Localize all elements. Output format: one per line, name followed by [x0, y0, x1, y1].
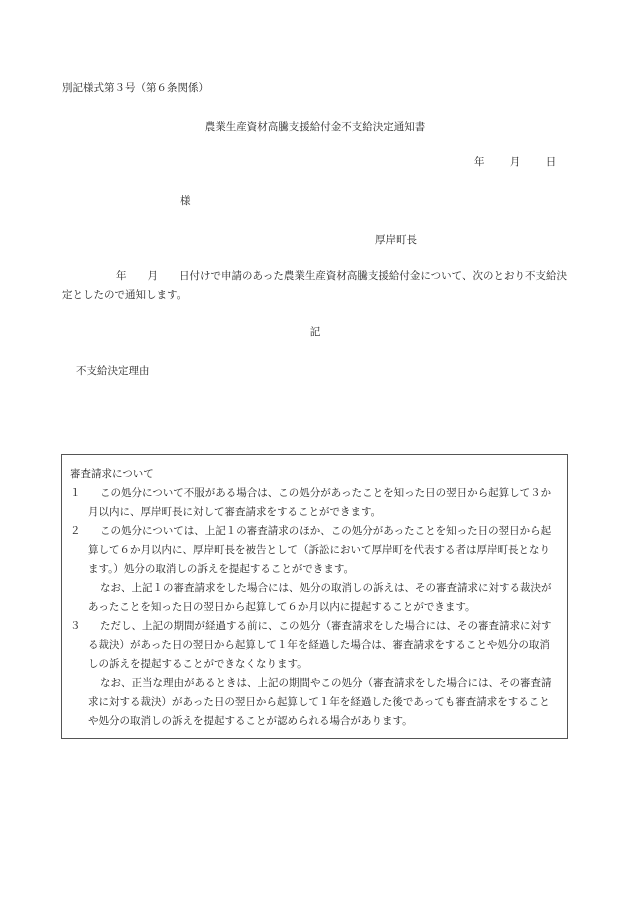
notice-item-number: ２: [70, 525, 81, 537]
form-number: 別記様式第３号（第６条関係）: [62, 82, 209, 94]
notice-heading: 審査請求について: [70, 468, 154, 480]
notice-item-3-note: なお、正当な理由があるときは、上記の期間やこの処分（審査請求をした場合には、その審査請求に対する裁決）があった日の翌日から起算して１年を経過した後であっても審査請求をすることや処分の取消しの訴えを提起することが認められる場合があります。: [88, 677, 552, 727]
date-month: 月: [509, 156, 521, 168]
body-sentence: 年 月 日付けで申請のあった農業生産資材高騰支援給付金について、次のとおり不支給決定としたので通知します。: [62, 270, 567, 301]
notice-item-text: ただし、上記の期間が経過する前に、この処分（審査請求をした場合には、その審査請求に対する裁決）があった日の翌日から起算して１年を経過した場合は、審査請求をすることや処分の取消しの訴えを提起することができなくなります。: [88, 620, 552, 670]
appeal-notice-box: [61, 454, 568, 739]
date-day: 日: [545, 156, 557, 168]
notice-item-3: [70, 617, 559, 674]
notice-item-1: [70, 484, 559, 522]
date-year: 年: [474, 156, 485, 168]
reason-label: 不支給決定理由: [76, 365, 150, 377]
document-title: 農業生産資材高騰支援給付金不支給決定通知書: [204, 121, 426, 133]
notice-item-number: ３: [70, 620, 81, 632]
notice-item-text: この処分については、上記１の審査請求のほか、この処分があったことを知った日の翌日から起算して６か月以内に、厚岸町長を被告として（訴訟において厚岸町を代表する者は厚岸町長となります。）処分の取消しの訴えを提起することができます。: [88, 525, 552, 575]
issuer: 厚岸町長: [375, 234, 417, 246]
notice-item-2: [70, 522, 559, 579]
addressee: 様: [180, 195, 191, 207]
issue-date: [466, 154, 556, 169]
notice-item-2-note: なお、上記１の審査請求をした場合には、処分の取消しの訴えは、その審査請求に対する裁決があったことを知った日の翌日から起算して６か月以内に提起することができます。: [88, 582, 552, 613]
notice-item-number: １: [70, 487, 81, 499]
notice-item-text: この処分について不服がある場合は、この処分があったことを知った日の翌日から起算して３か月以内に、厚岸町長に対して審査請求をすることができます。: [88, 487, 552, 518]
ki-mark: 記: [309, 326, 321, 338]
body-text: [62, 267, 572, 305]
